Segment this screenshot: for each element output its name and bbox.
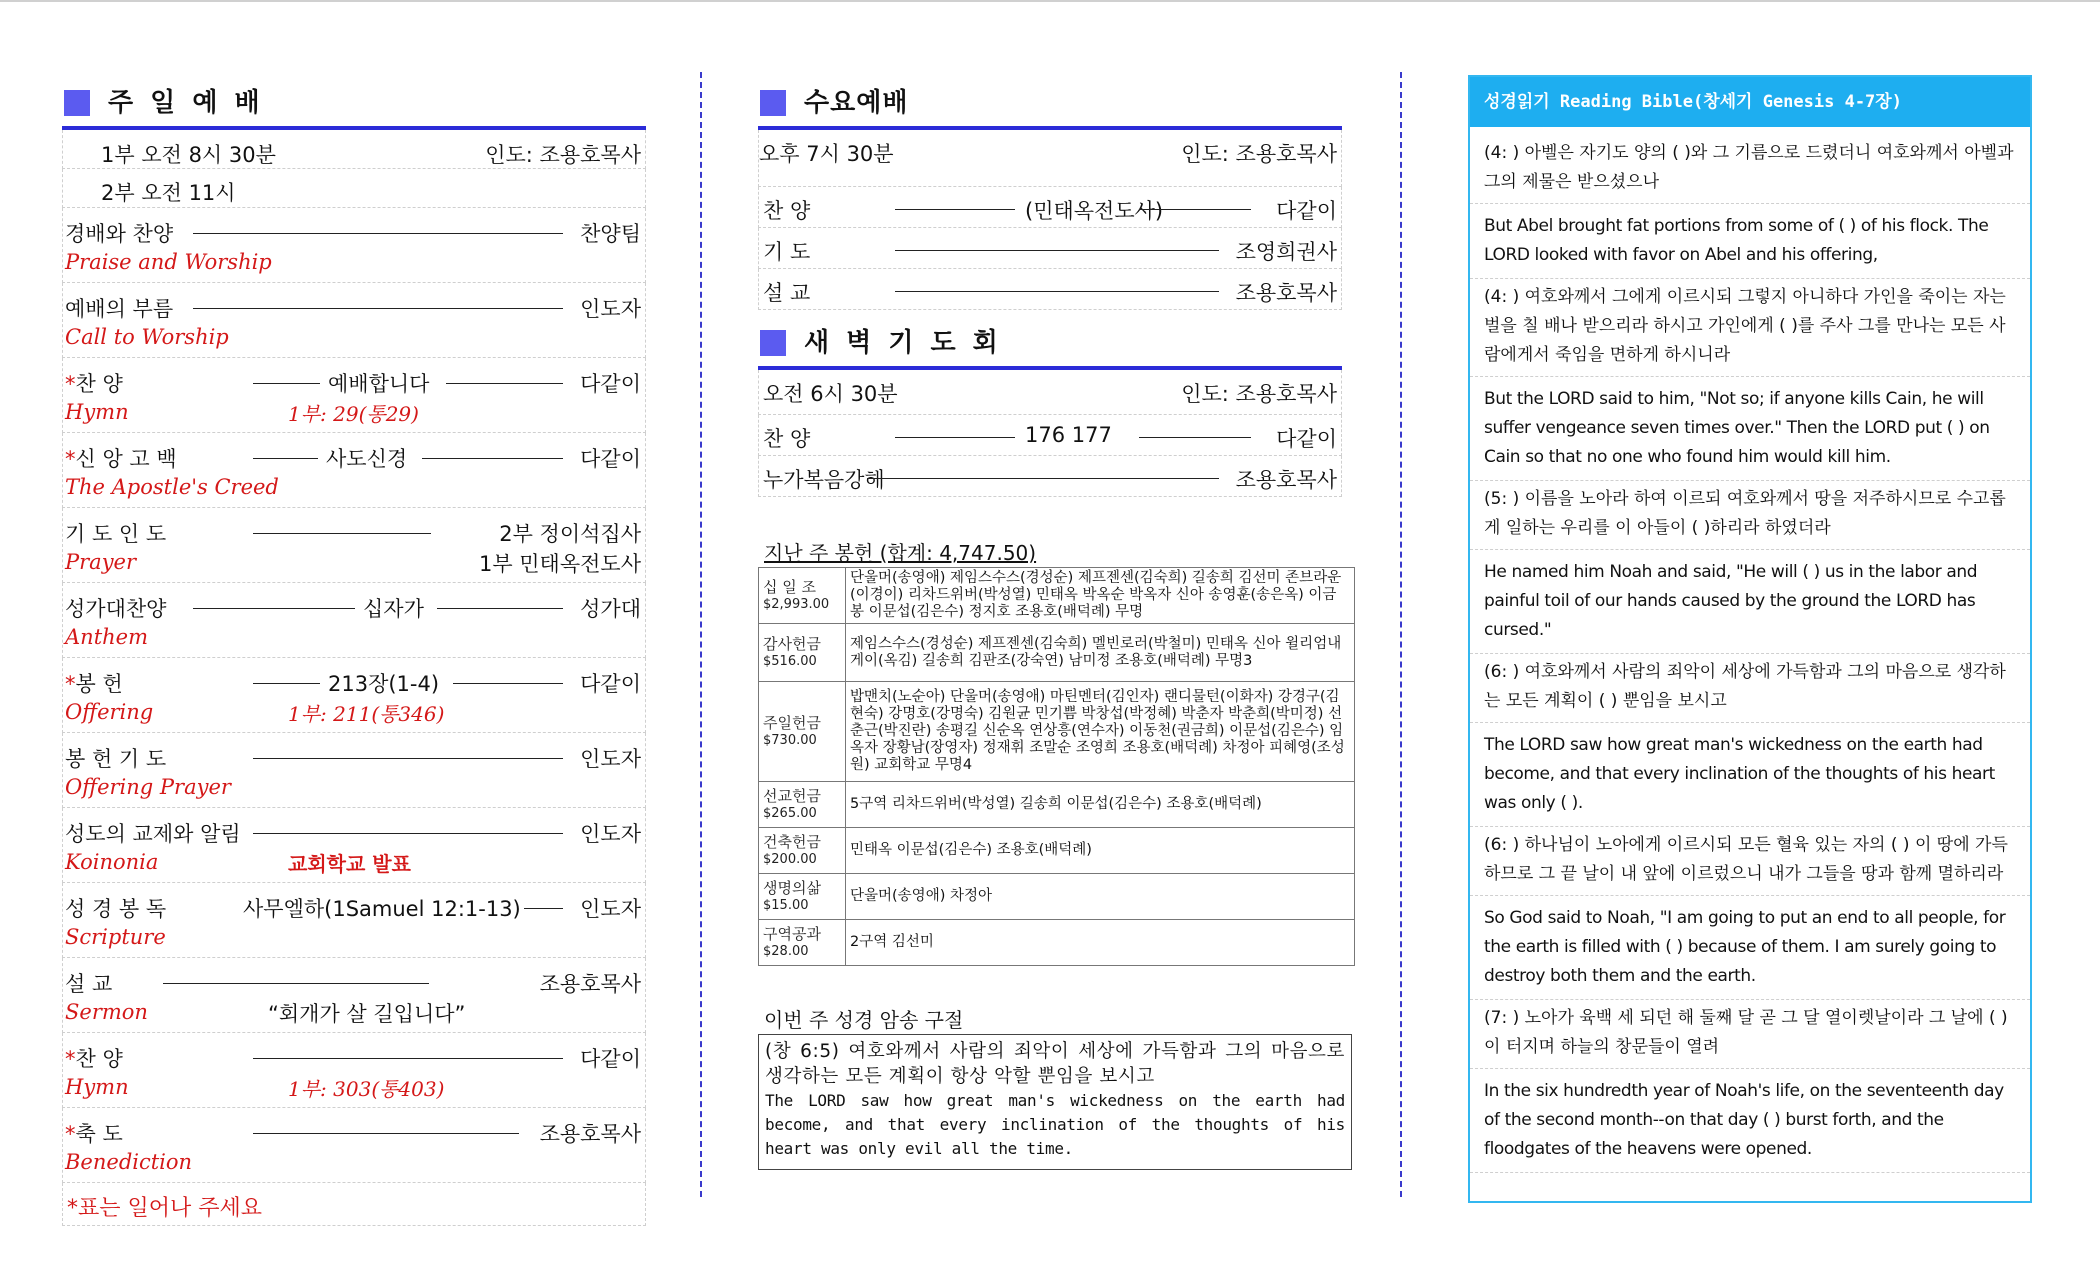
leader-line [253,1133,519,1134]
program-detail: 176 177 [1025,423,1112,447]
offering-names: 밥맨치(노순아) 단울머(송영애) 마틴멘터(김인자) 랜디물턴(이화자) 강경구(김현숙) 강명호(강명숙) 김원균 민기쁨 박창섭(박정혜) 박춘자 박춘희(박미정) 선춘근(박진란) 송평길 신순옥 연상흥(연수자) 이동천(권금희) 이문섭(김은수) 임옥자 장황남(장영자) 정재휘 조말순 조영희 조용호(배덕례) 차정아 피혜영(조성원) 교회학교 무명4 [846,682,1355,782]
top-border [0,0,2100,2]
leader-line [524,908,563,909]
service-time-row [62,169,646,208]
program-label: 설 교 [763,281,811,305]
liturgy-label: 설 교 [65,972,113,996]
service2-time: 2부 오전 11시 [101,181,236,205]
leader-line [895,250,1219,251]
leader-line [895,291,1219,292]
reading-english: But Abel brought fat portions from some of ( ) of his flock. The LORD looked with favor on Abel and his offering, [1470,204,2030,279]
wednesday-time: 오후 7시 30분 [759,142,894,166]
leader-line [446,383,563,384]
offering-names: 5구역 리차드위버(박성열) 길송희 이문섭(김은수) 조용호(배덕례) [846,782,1355,828]
sunday-header [62,78,646,130]
program-role: 조영희권사 [1235,240,1337,264]
liturgy-english: Anthem [65,625,148,649]
liturgy-item [62,883,646,958]
dawn-title: 새 벽 기 도 회 [804,328,1002,358]
offering-type-cell [759,782,846,828]
liturgy-item [62,1108,646,1183]
liturgy-role: 다같이 [580,1047,641,1071]
offering-row [759,782,1355,828]
reading-english: He named him Noah and said, "He will ( ) us in the labor and painful toil of our hands caused by the ground the LORD has cursed." [1470,550,2030,654]
program-item [758,187,1342,228]
sunday-service [62,78,646,1226]
liturgy-role: 조용호목사 [539,1122,641,1146]
liturgy-role: 2부 정이석집사 [499,522,641,546]
reading-bible-panel [1468,75,2032,1203]
program-item [758,415,1342,456]
memory-title: 이번 주 성경 암송 구절 [764,1008,964,1032]
wednesday-title: 수요예배 [804,88,909,118]
liturgy-label: 기 도 인 도 [65,522,167,546]
liturgy-english: Hymn [65,1075,129,1099]
program-label: 찬 양 [763,427,811,451]
leader-line [193,608,355,609]
liturgy-english: Koinonia [65,850,159,874]
offering-row [759,874,1355,920]
liturgy-label: 예배의 부름 [65,297,174,321]
liturgy-item [62,733,646,808]
service-time-row [62,130,646,169]
offering-type: 선교헌금 [763,786,821,805]
offering-title: 지난 주 봉헌 (합계: 4,747.50) [764,541,1037,565]
reading-korean: (4: ) 아벨은 자기도 양의 ( )와 그 기름으로 드렸더니 여호와께서 아벨과 그의 제물은 받으셨으나 [1470,135,2030,204]
reading-korean: (6: ) 여호와께서 사람의 죄악이 세상에 가득함과 그의 마음으로 생각하는 모든 계획이 ( ) 뿐임을 보시고 [1470,654,2030,723]
section-square-icon [64,90,90,116]
dawn-header [758,318,1342,370]
liturgy-english: Benediction [65,1150,193,1174]
leader-line [437,608,563,609]
offering-type-cell [759,874,846,920]
liturgy-extra: 1부: 29(통29) [288,402,419,426]
reading-korean: (5: ) 이름을 노아라 하여 이르되 여호와께서 땅을 저주하시므로 수고롭게 일하는 우리를 이 아들이 ( )하리라 하였더라 [1470,481,2030,550]
liturgy-list [62,208,646,1183]
offering-amount: $28.00 [763,943,809,959]
memory-verse-box [758,1034,1352,1170]
reading-english: The LORD saw how great man's wickedness on the earth had become, and that every inclination of the thoughts of his heart was only ( ). [1470,723,2030,827]
leader-line [1139,209,1251,210]
liturgy-role: 조용호목사 [539,972,641,996]
liturgy-role: 성가대 [580,597,641,621]
section-square-icon [760,90,786,116]
program-item [758,269,1342,310]
offering-row [759,624,1355,682]
leader-line [867,478,1219,479]
reading-korean: (4: ) 여호와께서 그에게 이르시되 그렇지 아니하다 가인을 죽이는 자는 벌을 칠 배나 받으리라 하시고 가인에게 ( )를 주사 그를 만나는 모든 사람에게서 죽임을 면하게 하시니라 [1470,279,2030,377]
program-item [758,228,1342,269]
liturgy-label: 성도의 교제와 알림 [65,822,241,846]
liturgy-label: 성가대찬양 [65,597,167,621]
offering-amount: $265.00 [763,805,817,821]
leader-line [895,437,1015,438]
offering-amount: $15.00 [763,897,809,913]
liturgy-item [62,658,646,733]
wednesday-service [758,78,1345,1170]
liturgy-extra: 1부 민태옥전도사 [478,552,641,576]
liturgy-english: The Apostle's Creed [65,475,279,499]
offering-type-cell [759,828,846,874]
standing-note: *표는 일어나 주세요 [67,1196,263,1221]
section-square-icon [760,330,786,356]
column-divider [1400,72,1402,1197]
dawn-leader: 인도: 조용호목사 [1181,382,1337,406]
liturgy-label: *봉 헌 [65,672,123,696]
offering-row [759,828,1355,874]
liturgy-detail: 213장(1-4) [328,672,440,696]
program-role: 다같이 [1276,199,1337,223]
liturgy-english: Offering Prayer [65,775,231,799]
offering-type: 구역공과 [763,924,821,943]
wednesday-header [758,78,1342,130]
leader-line [895,209,1015,210]
liturgy-detail: 예배합니다 [328,372,430,396]
offering-type: 감사헌금 [763,634,821,653]
liturgy-item [62,508,646,583]
offering-amount: $516.00 [763,653,817,669]
wednesday-time-row [758,130,1342,187]
leader-line [163,983,429,984]
liturgy-role: 인도자 [580,897,641,921]
liturgy-english: Hymn [65,400,129,424]
program-label: 기 도 [763,240,811,264]
sunday-title: 주 일 예 배 [108,88,264,118]
program-item [758,456,1342,497]
liturgy-english: Call to Worship [65,325,229,349]
liturgy-english: Offering [65,700,154,724]
liturgy-detail: 사무엘하(1Samuel 12:1-13) [243,897,521,921]
liturgy-item [62,433,646,508]
leader-line [253,458,318,459]
liturgy-extra: “회개가 살 길입니다” [268,1002,466,1026]
program-label: 찬 양 [763,199,811,223]
wednesday-leader: 인도: 조용호목사 [1181,142,1337,166]
liturgy-label: *찬 양 [65,372,123,396]
offering-row [759,682,1355,782]
liturgy-role: 인도자 [580,822,641,846]
dawn-time: 오전 6시 30분 [763,382,898,406]
offering-table [758,567,1355,966]
leader-line [193,308,563,309]
leader-line [453,683,563,684]
dawn-list [758,415,1342,497]
liturgy-item [62,808,646,883]
leader-line [253,758,563,759]
note-row [62,1183,646,1226]
wednesday-list [758,187,1342,310]
liturgy-role: 다같이 [580,372,641,396]
liturgy-extra: 교회학교 발표 [288,852,411,876]
liturgy-item [62,208,646,283]
liturgy-label: 경배와 찬양 [65,222,174,246]
program-detail: (민태옥전도사) [1025,199,1164,223]
offering-type: 주일헌금 [763,713,821,732]
offering-amount: $2,993.00 [763,596,830,612]
memory-heading [758,1004,1342,1030]
service1-time: 1부 오전 8시 30분 [101,143,276,167]
liturgy-detail: 사도신경 [326,447,408,471]
reading-korean: (7: ) 노아가 육백 세 되던 해 둘째 달 곧 그 달 열이렛날이라 그 날에 ( )이 터지며 하늘의 창문들이 열려 [1470,1000,2030,1069]
program-role: 조용호목사 [1235,281,1337,305]
offering-row [759,568,1355,624]
memory-verse-english: The LORD saw how great man's wickedness on the earth had become, and that every inclination of the thoughts of his heart was only evil all the time. [765,1091,1345,1158]
offering-row [759,920,1355,966]
leader-line [193,233,563,234]
offering-names: 단울머(송영애) 차정아 [846,874,1355,920]
liturgy-label: *축 도 [65,1122,123,1146]
offering-names: 2구역 김선미 [846,920,1355,966]
offering-type-cell [759,920,846,966]
offering-amount: $730.00 [763,732,817,748]
liturgy-label: 성 경 봉 독 [65,897,167,921]
liturgy-english: Scripture [65,925,166,949]
offering-amount: $200.00 [763,851,817,867]
liturgy-label: *신 앙 고 백 [65,447,177,471]
dawn-time-row [758,370,1342,415]
leader-line [253,833,563,834]
liturgy-english: Sermon [65,1000,148,1024]
liturgy-english: Prayer [65,550,137,574]
program-role: 다같이 [1276,427,1337,451]
sunday-leader: 인도: 조용호목사 [485,143,641,167]
liturgy-item [62,1033,646,1108]
liturgy-item [62,583,646,658]
reading-title: 성경읽기 Reading Bible(창세기 Genesis 4-7장) [1470,77,2030,127]
leader-line [253,683,320,684]
reading-english: But the LORD said to him, "Not so; if anyone kills Cain, he will suffer vengeance seven times over." Then the LORD put ( ) on Cain so that no one who found him would kill him. [1470,377,2030,481]
liturgy-extra: 1부: 303(통403) [288,1077,445,1101]
offering-names: 제임스수스(경성순) 제프젠센(김숙희) 멜빈로러(박철미) 민태옥 신아 윌리엄내게이(옥김) 길송희 김판조(강숙연) 남미정 조용호(배덕례) 무명3 [846,624,1355,682]
liturgy-role: 인도자 [580,747,641,771]
offering-type-cell [759,568,846,624]
memory-verse-korean: (창 6:5) 여호와께서 사람의 죄악이 세상에 가득함과 그의 마음으로 생각하는 모든 계획이 항상 악할 뿐임을 보시고 [765,1041,1345,1087]
liturgy-role: 다같이 [580,672,641,696]
program-role: 조용호목사 [1235,468,1337,492]
program-label: 누가복음강해 [763,468,885,492]
reading-korean: (6: ) 하나님이 노아에게 이르시되 모든 혈육 있는 자의 ( ) 이 땅에 가득하므로 그 끝 날이 내 앞에 이르렀으니 내가 그들을 땅과 함께 멸하리라 [1470,827,2030,896]
liturgy-english: Praise and Worship [65,250,272,274]
offering-type: 십 일 조 [763,577,817,596]
reading-list [1470,127,2030,1173]
leader-line [253,533,431,534]
offering-heading [758,537,1342,563]
liturgy-label: *찬 양 [65,1047,123,1071]
offering-type-cell [759,682,846,782]
column-divider [700,72,702,1197]
liturgy-detail: 십자가 [363,597,424,621]
liturgy-item [62,358,646,433]
liturgy-extra: 1부: 211(통346) [288,702,445,726]
leader-line [1139,437,1251,438]
reading-english: In the six hundredth year of Noah's life, on the seventeenth day of the second month--on that day ( ) burst forth, and the floodgates of the heavens were opened. [1470,1069,2030,1173]
reading-english: So God said to Noah, "I am going to put an end to all people, for the earth is filled with ( ) because of them. I am surely going to destroy both them and the earth. [1470,896,2030,1000]
offering-type: 건축헌금 [763,832,821,851]
liturgy-label: 봉 헌 기 도 [65,747,167,771]
liturgy-role: 인도자 [580,297,641,321]
liturgy-item [62,283,646,358]
liturgy-role: 찬양팀 [580,222,641,246]
offering-type-cell [759,624,846,682]
leader-line [422,458,563,459]
offering-names: 민태옥 이문섭(김은수) 조용호(배덕례) [846,828,1355,874]
offering-names: 단울머(송영애) 제임스수스(경성순) 제프젠센(김숙희) 길송희 김선미 존브라운(이경이) 리차드위버(박성열) 민태옥 박옥순 박옥자 신아 송영훈(송은옥) 이금봉 이문섭(김은수) 정지호 조용호(배덕례) 무명 [846,568,1355,624]
liturgy-item [62,958,646,1033]
liturgy-role: 다같이 [580,447,641,471]
leader-line [253,1058,563,1059]
offering-type: 생명의삶 [763,878,821,897]
leader-line [253,383,320,384]
